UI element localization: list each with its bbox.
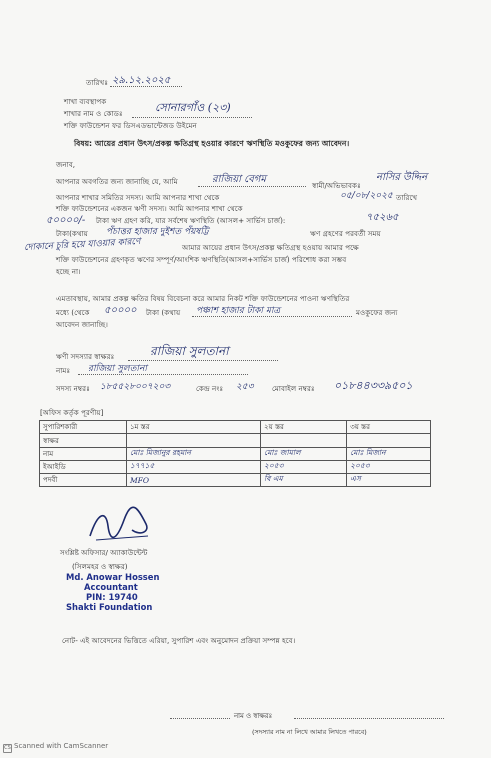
table-cell: [347, 434, 431, 448]
body-line-2: আপনার শাখার সমিতির সদস্য। আমি আপনার শাখা থেকে: [56, 193, 220, 202]
center-no: ২৫৩: [236, 382, 254, 392]
approval-header-row: [40, 421, 431, 434]
table-cell: ২০৫৩: [261, 461, 347, 474]
body-line-6: আমার আয়ের প্রধান উৎস/প্রকল্প ক্ষতিগ্রস্থ হওয়ায় আমার পক্ষে: [182, 243, 359, 252]
table-cell: [261, 434, 347, 448]
footer-line-1: [170, 718, 230, 719]
table-cell: মোঃ মিজানুর রহমান: [127, 448, 261, 461]
scanner-watermark: [3, 742, 108, 753]
table-row: [40, 461, 431, 474]
date-line: [110, 86, 182, 87]
table-cell: ১৭৭১৫: [127, 461, 261, 474]
applicant-name-line: [198, 186, 306, 187]
row-label: ইআইডি: [40, 461, 127, 474]
member-signature: রাজিয়া সুলতানা: [150, 344, 229, 358]
table-cell: [127, 434, 261, 448]
outstanding-amount: ৭৫২৬৫: [366, 212, 399, 223]
branch-name-label: শাখার নাম ও কোডঃ: [64, 109, 123, 118]
mobile-no: ০১৮৪৪৩৩৯৫০১: [334, 379, 413, 392]
column-header: সুপারিশকারী: [40, 421, 127, 434]
amount-words: পঁচাত্তর হাজার দুইশত পঁয়ষট্টি: [106, 227, 209, 237]
accountant-signature-icon: [86, 506, 156, 546]
table-row: [40, 434, 431, 448]
waiver-words-line: [192, 316, 352, 317]
name-value: রাজিয়া সুলতানা: [88, 364, 147, 374]
name-label: নামঃ: [56, 366, 71, 375]
column-header: ১ম স্তর: [127, 421, 261, 434]
table-cell: ২০৫৩: [347, 461, 431, 474]
body-line-3: শক্তি ফাউন্ডেশনের একজন ঋণী সদস্য। আমি আপনার শাখা থেকে: [56, 204, 243, 213]
table-row: [40, 448, 431, 461]
branch-manager-label: শাখা ব্যবস্থাপক: [64, 97, 107, 106]
table-cell: বি এম: [261, 474, 347, 487]
row-label: পদবী: [40, 474, 127, 487]
body-line-5: টাকা(কথায়: [56, 229, 88, 238]
branch-name-value: সোনারগাঁও (২৩): [155, 101, 231, 114]
date-value: ২৯.১২.২০২৫: [112, 75, 171, 86]
footer-text-1: নাম ও স্বাক্ষরঃ: [234, 712, 273, 720]
husband-label: স্বামী/অভিভাবকঃ: [312, 181, 361, 190]
center-label: কেন্দ্র নংঃ: [196, 384, 224, 393]
stamp-name: Md. Anowar Hossen: [66, 572, 160, 582]
subject-line: বিষয়: আয়ের প্রধান উৎস/প্রকল্প ক্ষতিগ্রস্থ হওয়ার কারণে ঋণস্থিতি মওকুফের জন্য আবেদন।: [74, 139, 350, 148]
column-header: ২য় স্তর: [261, 421, 347, 434]
para2-line-1: এমতাবস্থায়, আমার প্রকল্প ক্ষতির বিষয় বিবেচনা করে আমার নিকট শক্তি ফাউন্ডেশনের পাওনা ঋণস্থিতির: [56, 294, 350, 303]
row-label: নাম: [40, 448, 127, 461]
body-line-1: আপনার অবগতির জন্য জানাচ্ছি যে, আমি: [56, 177, 178, 186]
waiver-amount: ৫০০০০: [104, 305, 137, 316]
note-text: নোট- এই আবেদনের ভিত্তিতে এরিয়া, সুপারিশ এবং অনুমোদন প্রক্রিয়া সম্পন্ন হবে।: [62, 636, 296, 645]
applicant-name: রাজিয়া বেগম: [212, 174, 266, 185]
table-cell: মোঃ মিজান: [347, 448, 431, 461]
stamp-pin: PIN: 19740: [86, 592, 138, 602]
husband-name: নাসির উদ্দিন: [376, 172, 428, 183]
camscanner-logo-icon: CS: [4, 745, 11, 751]
name-line: [78, 374, 248, 375]
footer-line-2: [294, 718, 444, 719]
accountant-title: সংশ্লিষ্ট অফিসার/ অ্যাকাউন্টেন্ট: [60, 548, 148, 557]
stamp-org: Shakti Foundation: [66, 602, 153, 612]
date-label: তারিখঃ: [86, 78, 109, 87]
body-line-7: শক্তি ফাউন্ডেশনের গ্রহণকৃত ঋণের সম্পূর্ণ/আংশিক ঋণস্থিতি(আসল+সার্ভিস চার্জ) পরিশোধ করা সম্ভব: [56, 255, 347, 264]
signature-line: [128, 360, 278, 361]
cause-text: দোকানে চুরি হয়ে যাওয়ার কারণে: [23, 236, 141, 254]
mobile-label: মোবাইল নম্বরঃ: [272, 384, 315, 393]
loan-date: ০৫/০৮/২০২৫: [340, 191, 393, 201]
table-cell: MFO: [127, 474, 261, 487]
scanner-text: Scanned with CamScanner: [14, 742, 109, 750]
table-cell: এস: [347, 474, 431, 487]
table-cell: মোঃ জামাল: [261, 448, 347, 461]
approval-table: [39, 420, 431, 487]
para2-line-2-pre: মধ্যে (থেকে: [56, 308, 90, 317]
column-header: ৩য় স্তর: [347, 421, 431, 434]
accountant-stamp: [66, 572, 159, 612]
body-line-4: টাকা ঋণ গ্রহণ করি, যার সর্বশেষ ঋণস্থিতি (আসল+ সার্ভিস চার্জ):: [96, 216, 286, 225]
signature-label: ঋণী সদস্যার স্বাক্ষরঃ: [56, 352, 115, 361]
para2-line-2-mid: টাকা (কথায়: [146, 308, 181, 317]
member-no-label: সদস্য নম্বরঃ: [56, 384, 90, 393]
member-no: ১৮৫৫২৮০০৭২০৩: [100, 382, 171, 392]
footer-text-2: (সদস্যার নাম না লিখে আমার লিখতে পারবে): [252, 728, 367, 736]
seal-label: (সিলমহর ও স্বাক্ষর): [72, 562, 128, 571]
row-label: স্বাক্ষর: [40, 434, 127, 448]
loan-amount: ৫০০০০/-: [46, 215, 86, 226]
body-line-8: হচ্ছে না।: [56, 267, 81, 276]
body-line-5-post: ঋণ গ্রহণের পরবর্তী সময়: [310, 229, 381, 238]
stamp-role: Accountant: [84, 582, 138, 592]
salutation: জনাব,: [56, 160, 76, 169]
approval-caption: [অফিস কর্তৃক পূরণীয়]: [40, 408, 104, 417]
branch-name-line: [132, 117, 252, 118]
waiver-words: পঞ্চাশ হাজার টাকা মাত্র: [196, 306, 281, 316]
table-row: [40, 474, 431, 487]
body-line-2-post: তারিখে: [396, 193, 418, 202]
para2-line-2-post: মওকুফের জন্য: [356, 308, 398, 317]
foundation-label: শক্তি ফাউন্ডেশন ফর ডিসএডভান্টেজড উইমেন: [64, 121, 197, 130]
para2-line-3: আবেদন জানাচ্ছি।: [56, 320, 108, 329]
